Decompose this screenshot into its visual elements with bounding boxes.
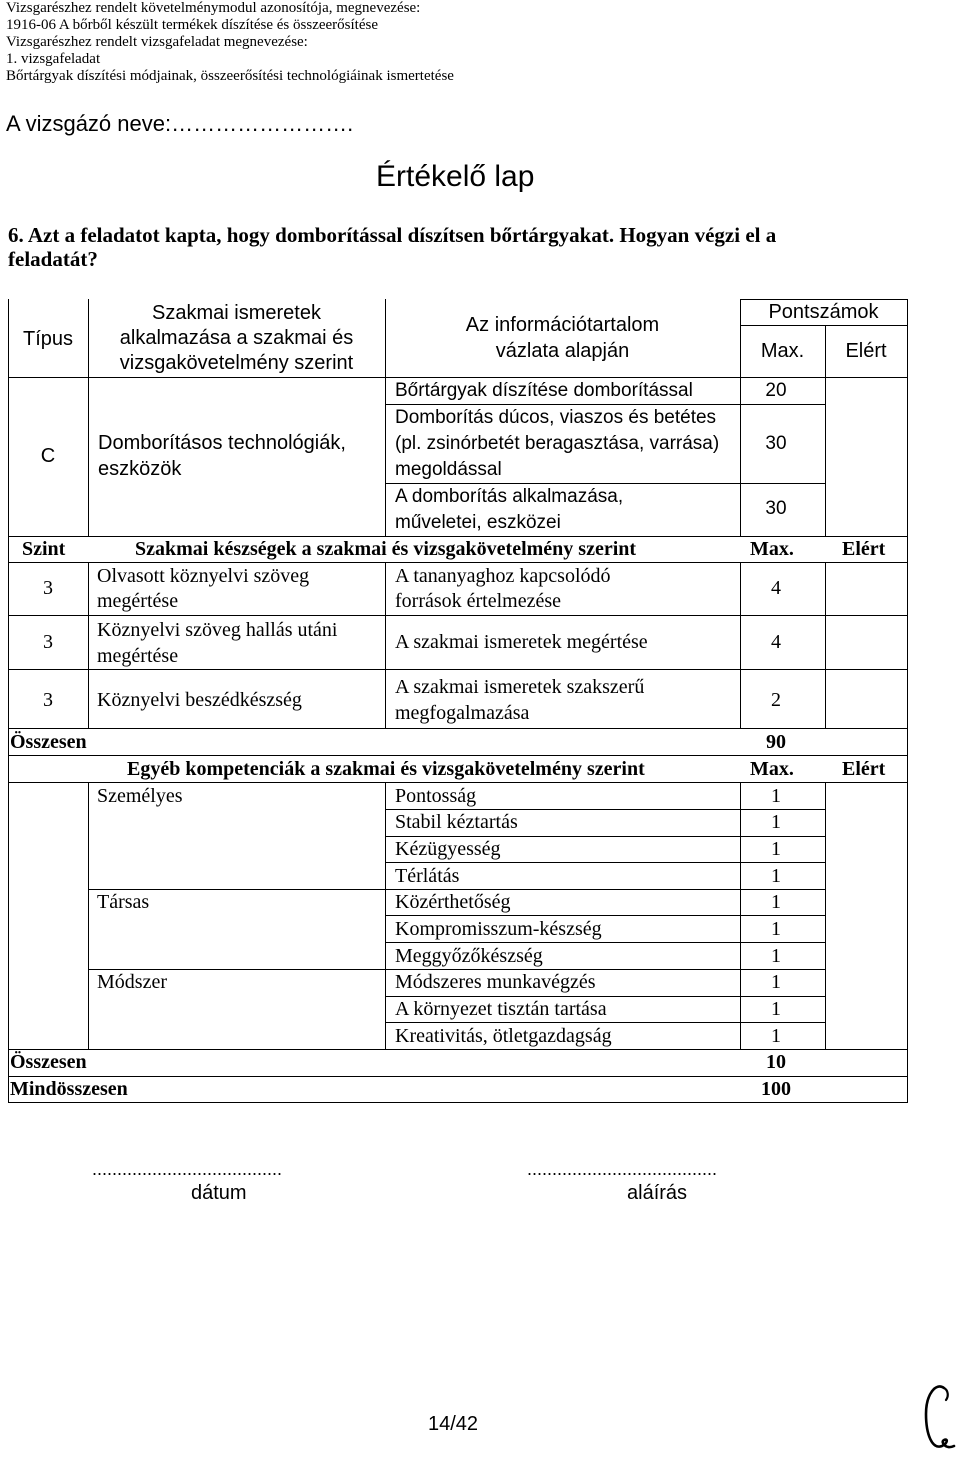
col-header-info-1: Az információtartalom [465,314,660,336]
info-row-2-line-3: megoldással [395,459,502,480]
signature-dots: ...................................... [527,1159,718,1179]
col-header-info-2: vázlata alapján [495,340,630,362]
competencies-total-label: Összesen [10,1051,87,1073]
group-personal: Személyes [97,785,183,807]
competency-item-max: 1 [771,945,781,967]
page-title: Értékelő lap [376,160,535,193]
competencies-max-header: Max. [750,758,794,780]
grand-total-value: 100 [761,1078,791,1100]
candidate-name-label: A vizsgázó neve:……………………. [6,111,354,136]
competency-item-max: 1 [771,838,781,860]
header-module-name: 1916-06 A bőrből készült termékek díszítése és összeerősítése [6,17,378,33]
competency-item: Pontosság [395,785,477,807]
competency-item-max: 1 [771,891,781,913]
signature-label: aláírás [627,1182,688,1204]
skill-row-2-level: 3 [43,631,53,653]
col-header-skills-1: Szakmai ismeretek [152,302,321,324]
competency-item: Közérthetőség [395,891,511,913]
type-value: C [40,445,56,467]
skill-row-1-max: 4 [771,577,781,599]
skill-row-3-skill-1: Köznyelvi beszédkészség [97,689,302,711]
competency-item-max: 1 [771,811,781,833]
skill-row-1-level: 3 [43,577,53,599]
handwritten-initial-icon [918,1380,958,1456]
info-row-1: Bőrtárgyak díszítése domborítással [395,380,693,401]
skill-row-1-desc-2: források értelmezése [395,590,562,612]
header-module-label: Vizsgarészhez rendelt követelménymodul azonosítója, megnevezése: [6,0,421,16]
skill-row-3-max: 2 [771,689,781,711]
competency-item: Meggyőzőkészség [395,945,543,967]
col-header-achieved: Elért [845,340,887,362]
info-row-2-line-1: Domborítás dúcos, viaszos és betétes [395,407,717,428]
group-social: Társas [97,891,150,913]
competency-item-max: 1 [771,785,781,807]
competencies-heading: Egyéb kompetenciák a szakmai és vizsgakövetelmény szerint [127,758,645,780]
skill-row-1-skill-1: Olvasott köznyelvi szöveg [97,565,310,587]
competency-item-max: 1 [771,865,781,887]
skills-section-heading: Szakmai készségek a szakmai és vizsgakövetelmény szerint [135,538,637,560]
competencies-achieved-header: Elért [842,758,886,780]
question-line-1: 6. Azt a feladatot kapta, hogy domborítással díszítsen bőrtárgyakat. Hogyan végzi el a [8,223,777,247]
col-header-points: Pontszámok [768,301,879,323]
header-task-number: 1. vizsgafeladat [6,51,101,67]
info-row-2-line-2: (pl. zsinórbetét beragasztása, varrása) [395,433,720,454]
skill-row-3-desc-1: A szakmai ismeretek szakszerű [395,676,645,698]
competency-item: Kézügyesség [395,838,501,860]
skill-row-3-desc-2: megfogalmazása [395,702,530,724]
level-header: Szint [22,538,66,560]
competency-item: Stabil kéztartás [395,811,518,833]
header-task-name: Bőrtárgyak díszítési módjainak, összeerősítési technológiáinak ismertetése [6,68,454,84]
skill-row-3-level: 3 [43,689,53,711]
skills-total-value: 90 [766,731,786,753]
competencies-total-value: 10 [766,1051,786,1073]
competency-item: Kreativitás, ötletgazdagság [395,1025,612,1047]
header-task-label: Vizsgarészhez rendelt vizsgafeladat megnevezése: [6,34,308,50]
skills-max-header: Max. [750,538,794,560]
col-header-max: Max. [760,340,805,362]
col-header-skills-3: vizsgakövetelmény szerint [119,352,354,374]
skill-row-2-max: 4 [771,631,781,653]
skills-achieved-header: Elért [842,538,886,560]
col-header-type: Típus [22,328,74,350]
skill-row-2-skill-1: Köznyelvi szöveg hallás utáni [97,619,338,641]
competency-item: Térlátás [395,865,460,887]
col-header-skills-2: alkalmazása a szakmai és [119,327,354,349]
competency-item: Módszeres munkavégzés [395,971,596,993]
skill-row-2-desc-1: A szakmai ismeretek megértése [395,631,648,653]
competency-item-max: 1 [771,998,781,1020]
skill-row-1-skill-2: megértése [97,590,179,612]
competency-item-max: 1 [771,971,781,993]
skill-row-2-skill-2: megértése [97,645,179,667]
competency-item-max: 1 [771,918,781,940]
question-line-2: feladatát? [8,247,98,271]
topic-line-2: eszközök [98,458,182,480]
group-method: Módszer [97,971,167,993]
date-label: dátum [191,1182,247,1204]
page-number: 14/42 [428,1413,479,1435]
topic-line-1: Domborításos technológiák, [98,432,346,454]
info-row-2-max: 30 [765,433,787,454]
skill-row-1-desc-1: A tananyaghoz kapcsolódó [395,565,611,587]
competency-item: A környezet tisztán tartása [395,998,607,1020]
grand-total-label: Mindösszesen [10,1078,128,1100]
info-row-3-max: 30 [765,498,787,519]
competency-item: Kompromisszum-készség [395,918,602,940]
competency-item-max: 1 [771,1025,781,1047]
skills-total-label: Összesen [10,731,87,753]
date-dots: ...................................... [92,1159,283,1179]
info-row-3-line-2: műveletei, eszközei [395,512,561,533]
info-row-3-line-1: A domborítás alkalmazása, [395,486,624,507]
info-row-1-max: 20 [765,380,787,401]
